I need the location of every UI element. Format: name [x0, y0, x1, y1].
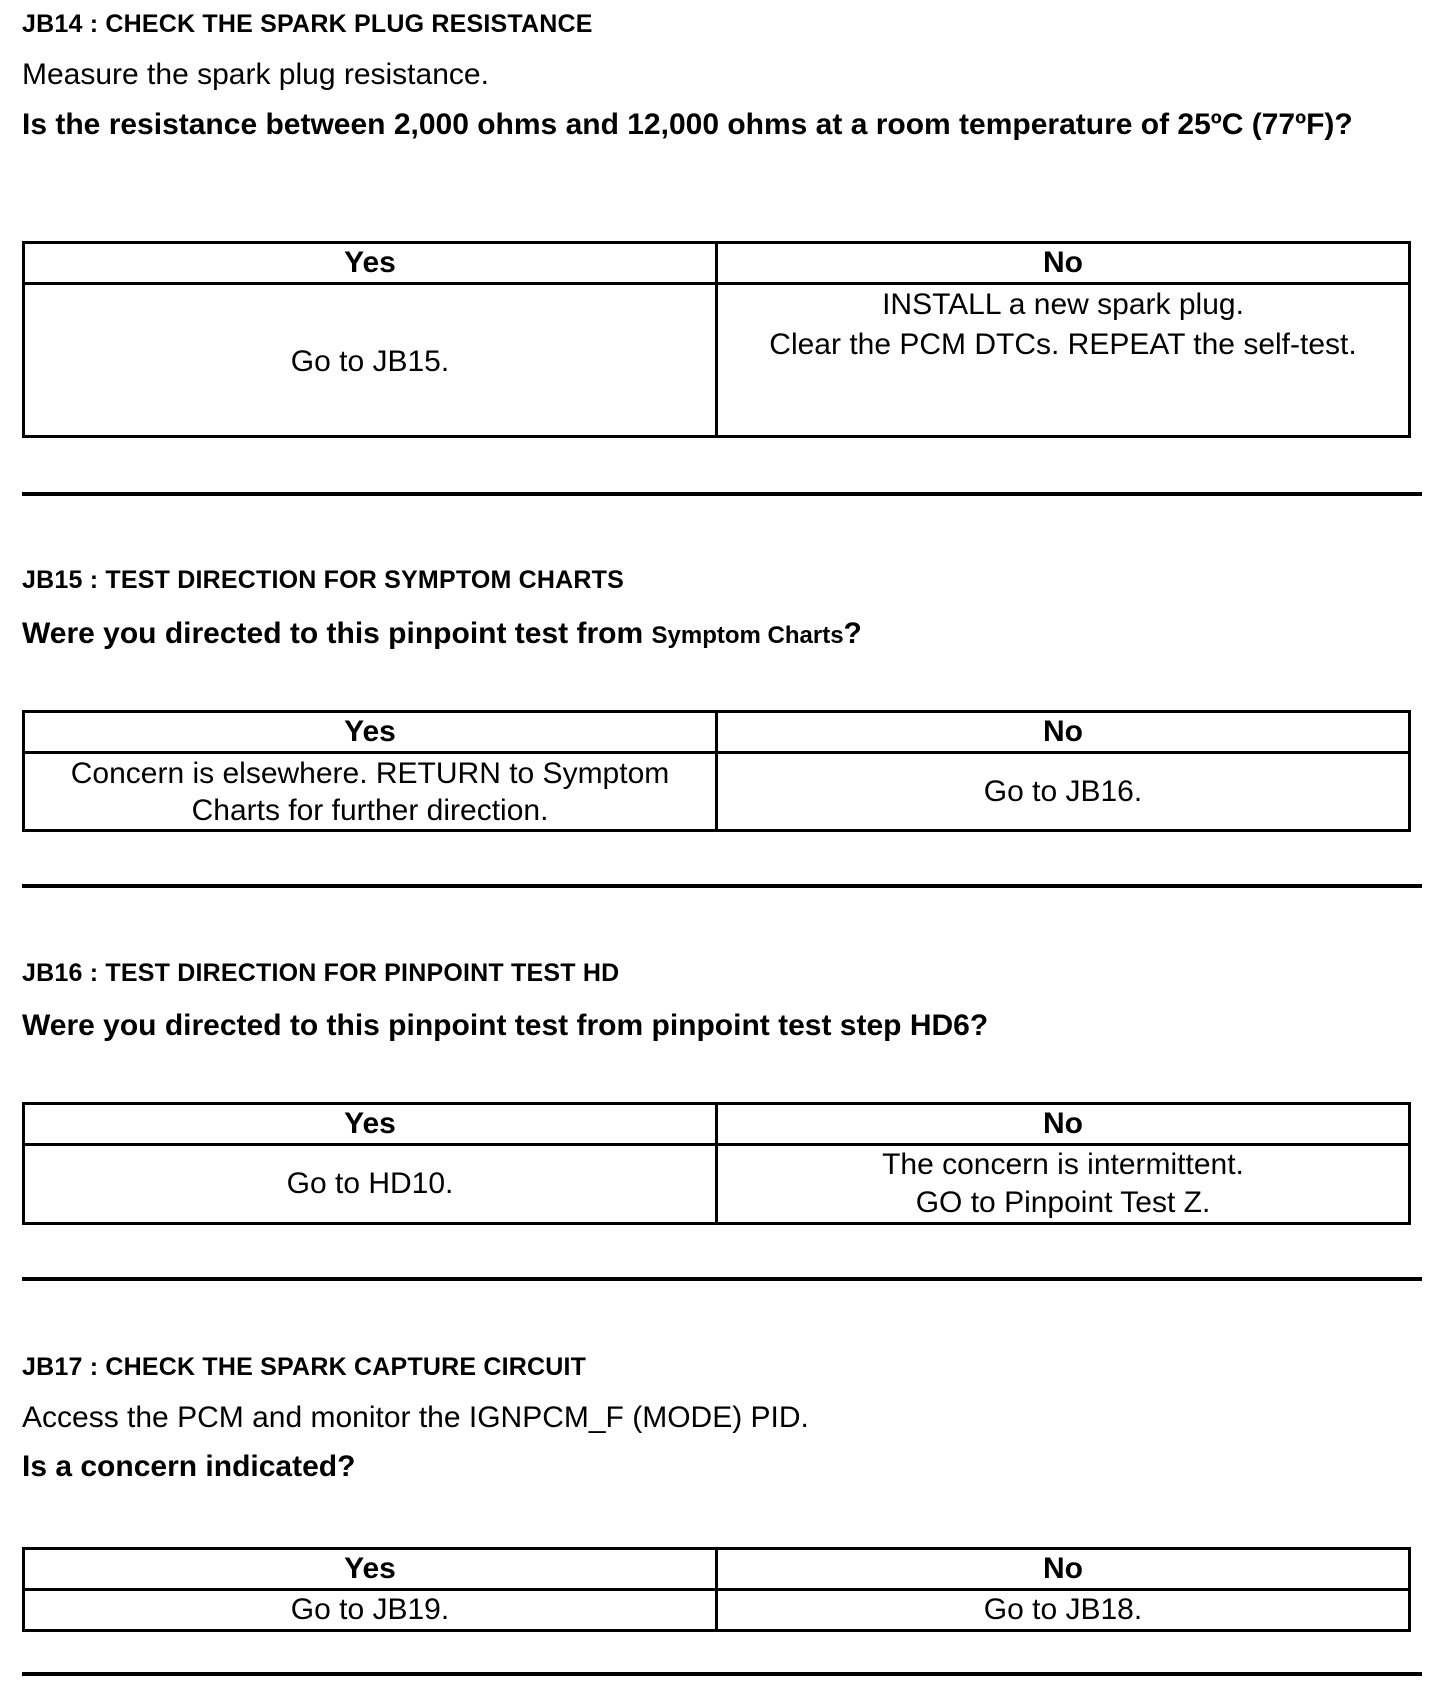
- yes-cell-line: Concern is elsewhere. RETURN to Symptom: [70, 756, 670, 790]
- yes-no-table: [22, 710, 1411, 832]
- section-divider: [22, 1672, 1422, 1676]
- yes-cell: Go to HD10.: [24, 1145, 717, 1224]
- no-cell-line: GO to Pinpoint Test Z.: [915, 1186, 1211, 1219]
- no-header: No: [717, 712, 1410, 753]
- no-cell-line: Clear the PCM DTCs. REPEAT the self-test.: [769, 328, 1357, 361]
- no-cell-line: INSTALL a new spark plug.: [882, 288, 1244, 321]
- step-title: JB17 : CHECK THE SPARK CAPTURE CIRCUIT: [22, 1353, 587, 1381]
- section-divider: [22, 884, 1422, 888]
- yes-no-table: [22, 1102, 1411, 1225]
- yes-header: Yes: [24, 712, 717, 753]
- yes-header: Yes: [24, 243, 717, 284]
- no-cell: [717, 284, 1410, 437]
- yes-cell: Go to JB19.: [24, 1590, 717, 1631]
- symptom-charts-reference: Symptom Charts: [651, 622, 844, 649]
- step-title: JB15 : TEST DIRECTION FOR SYMPTOM CHARTS: [22, 566, 625, 594]
- yes-header: Yes: [24, 1104, 717, 1145]
- step-question: Is the resistance between 2,000 ohms and 12,000 ohms at a room temperature of 25ºC (77ºF)?: [22, 108, 1353, 141]
- yes-cell: Go to JB15.: [24, 284, 717, 437]
- yes-cell: [24, 753, 717, 831]
- yes-header: Yes: [24, 1549, 717, 1590]
- step-instruction: Measure the spark plug resistance.: [22, 58, 489, 91]
- no-cell: [717, 1145, 1410, 1224]
- section-divider: [22, 1277, 1422, 1281]
- section-divider: [22, 492, 1422, 496]
- step-question: Were you directed to this pinpoint test from pinpoint test step HD6?: [22, 1009, 989, 1042]
- yes-cell-line: Charts for further direction.: [191, 793, 549, 827]
- no-header: No: [717, 1104, 1410, 1145]
- no-header: No: [717, 243, 1410, 284]
- yes-no-table: [22, 241, 1411, 438]
- step-instruction: Access the PCM and monitor the IGNPCM_F (MODE) PID.: [22, 1401, 809, 1434]
- no-cell: Go to JB18.: [717, 1590, 1410, 1631]
- step-question: Is a concern indicated?: [22, 1450, 356, 1483]
- question-mark: ?: [843, 617, 862, 650]
- question-text: Were you directed to this pinpoint test from: [22, 617, 652, 650]
- no-header: No: [717, 1549, 1410, 1590]
- no-cell-line: The concern is intermittent.: [882, 1148, 1244, 1181]
- yes-no-table: [22, 1547, 1411, 1632]
- step-title: JB14 : CHECK THE SPARK PLUG RESISTANCE: [22, 10, 593, 38]
- step-title: JB16 : TEST DIRECTION FOR PINPOINT TEST HD: [22, 959, 620, 987]
- no-cell: Go to JB16.: [717, 753, 1410, 831]
- step-question: [22, 614, 1422, 656]
